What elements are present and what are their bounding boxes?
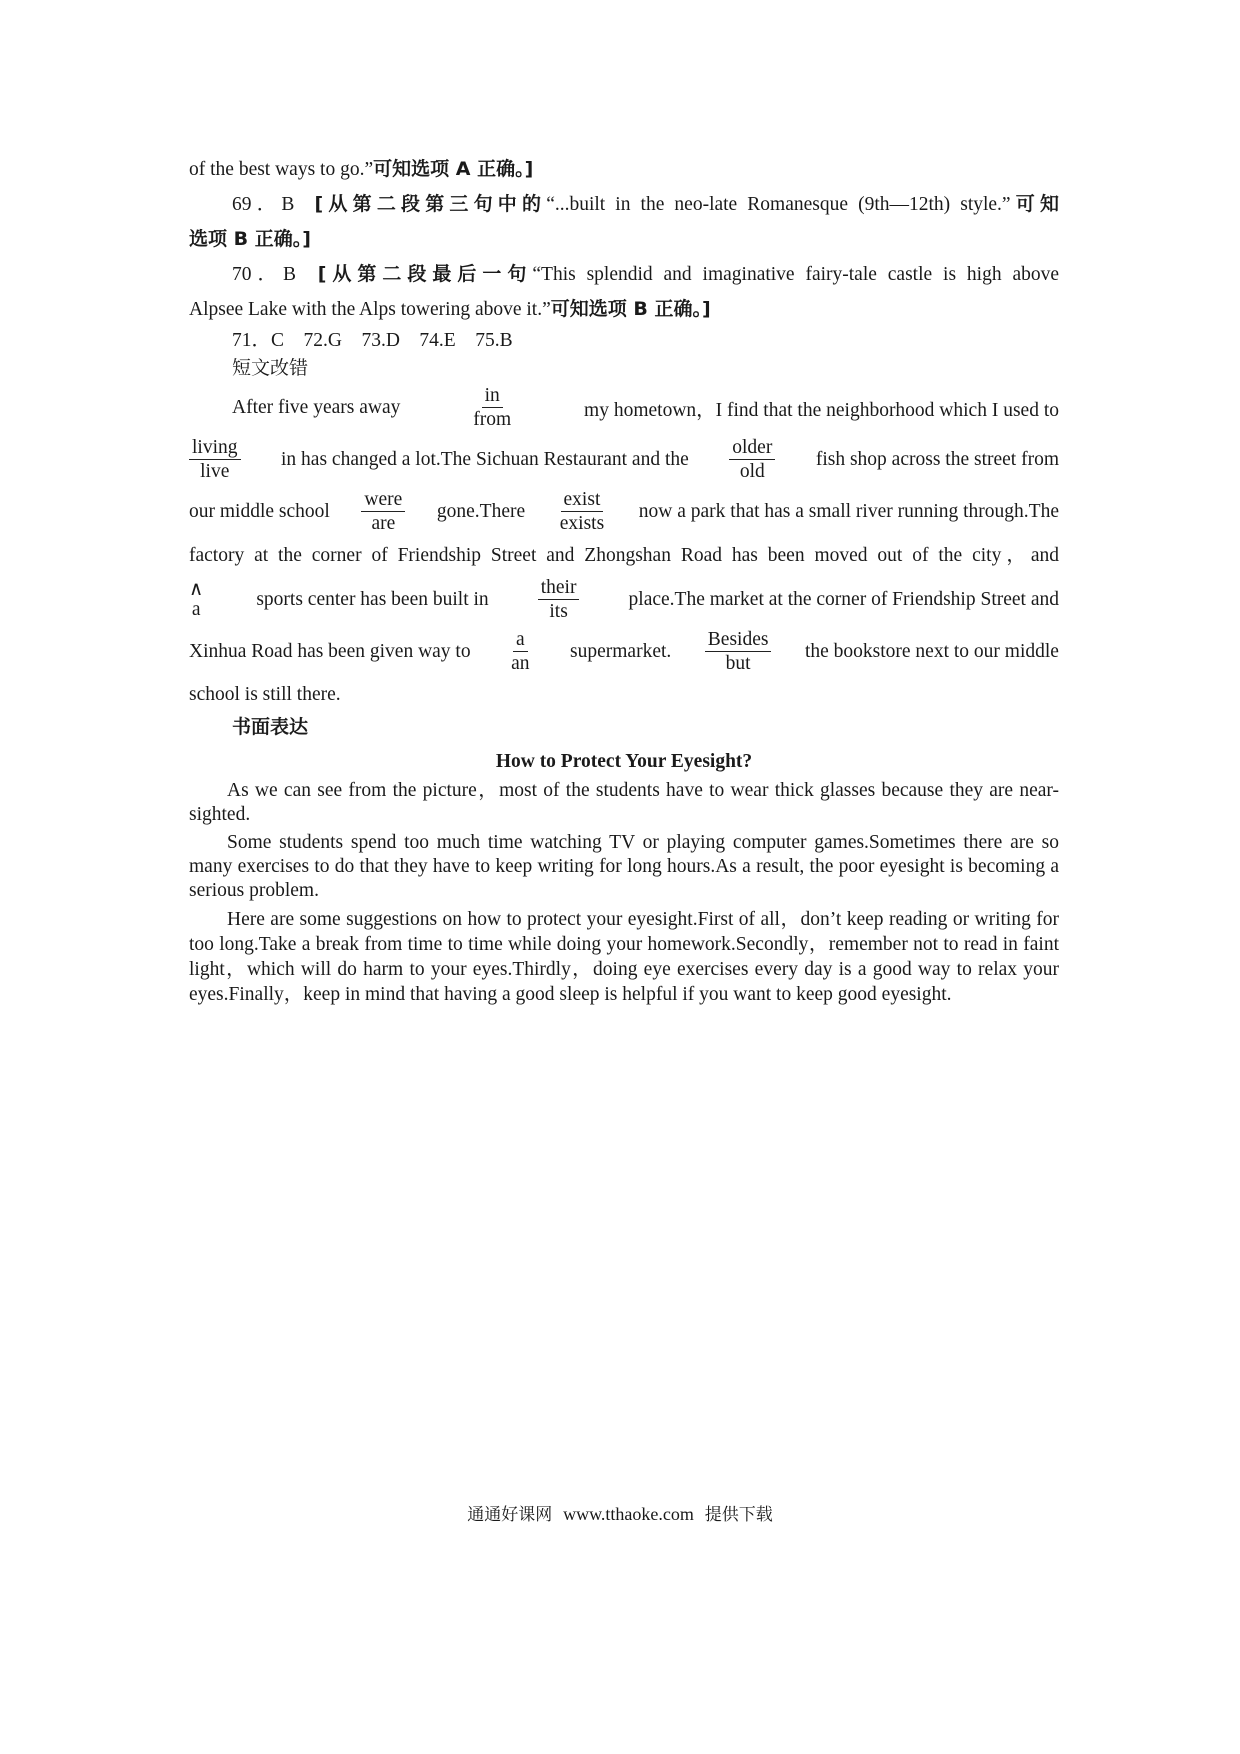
passage-text: fish shop across the street from — [815, 449, 1059, 470]
correction-mark — [729, 438, 775, 482]
answer-70 — [189, 257, 1059, 292]
corrected-word: living — [189, 438, 241, 460]
correction-mark — [705, 630, 772, 674]
section-heading: 短文改错 — [232, 357, 309, 379]
answer-68-end — [189, 152, 1059, 187]
corrected-word: Besides — [705, 630, 772, 652]
answer-69 — [189, 187, 1059, 222]
essay-paragraph: As we can see from the picture，most of the students have to wear thick glasses because they are near-sighted. — [189, 780, 1059, 825]
original-word: old — [739, 461, 765, 482]
answer-note: [从第二段第三句中的 — [314, 193, 547, 215]
correction-line — [189, 486, 1059, 538]
passage-text: factory at the corner of Friendship Street and Zhongshan Road has been moved out of the city，and — [189, 545, 1059, 566]
inserted-word: a — [191, 599, 201, 620]
corrected-word: in — [482, 386, 503, 408]
correction-line — [189, 574, 1059, 626]
answer-number: 70．B — [232, 264, 296, 285]
answer-69-cont — [189, 222, 1059, 257]
passage-text: supermarket. — [570, 641, 672, 662]
correction-mark — [508, 630, 532, 674]
passage-text: Xinhua Road has been given way to — [189, 641, 471, 662]
passage-text: our middle school — [189, 501, 330, 522]
passage-text: gone.There — [436, 501, 526, 522]
original-word: are — [371, 513, 396, 534]
original-word: exists — [559, 513, 605, 534]
corrected-word: a — [513, 630, 528, 652]
correction-line — [189, 538, 1059, 574]
answer-note: 选项 B 正确。] — [189, 228, 311, 250]
correction-mark — [189, 438, 241, 482]
corrected-word: were — [361, 490, 405, 512]
correction-heading — [189, 355, 1059, 382]
correction-mark — [557, 490, 607, 534]
section-heading: 书面表达 — [232, 716, 309, 738]
answer-note: [从第二段最后一句 — [317, 263, 533, 285]
correction-mark — [538, 578, 580, 622]
passage-text: sports center has been built in — [256, 589, 489, 610]
answer-number: 69．B — [232, 194, 295, 215]
correction-mark — [470, 386, 514, 430]
page-footer — [0, 1500, 1240, 1525]
correction-line — [189, 626, 1059, 678]
writing-heading — [189, 712, 1059, 743]
answer-note: 可知选项 A 正确。] — [373, 158, 534, 180]
answers-71-75 — [189, 327, 1059, 355]
footer-url: www.tthaoke.com — [563, 1504, 694, 1524]
essay-body — [189, 779, 1059, 1007]
corrected-word: exist — [561, 490, 604, 512]
correction-line — [189, 678, 1059, 712]
original-word: live — [200, 461, 230, 482]
passage-text: place.The market at the corner of Friendship Street and — [628, 589, 1059, 610]
answer-quote: Alpsee Lake with the Alps towering above it.” — [189, 299, 551, 320]
essay-paragraph: Here are some suggestions on how to protect your eyesight.First of all，don’t keep reading or writing for too long.Take a break from time to time while doing your homework.Secondly，remember not to read in faint light，which will do harm to your eyes.Thirdly，doing eye exercises every day is a good way to relax your eyes.Finally，keep in mind that having a good sleep is helpful if you want to keep good eyesight. — [189, 909, 1059, 1005]
insertion-mark — [189, 580, 203, 620]
corrected-word: their — [538, 578, 580, 600]
answer-text: of the best ways to go.” — [189, 159, 374, 180]
passage-text: After five years away — [232, 397, 401, 418]
essay-title: How to Protect Your Eyesight? — [495, 751, 753, 772]
correction-mark — [361, 490, 405, 534]
correction-line — [189, 382, 1059, 434]
original-word: but — [725, 653, 751, 674]
caret-symbol: ∧ — [189, 579, 204, 600]
answer-note: 可知选项 B 正确。] — [550, 298, 711, 320]
passage-text: now a park that has a small river running through.The — [638, 501, 1059, 522]
corrected-word: older — [729, 438, 775, 460]
correction-line — [189, 434, 1059, 486]
answer-quote: “This splendid and imaginative fairy-tale castle is high above — [532, 264, 1060, 285]
answer-note: 可知 — [1010, 193, 1059, 215]
answer-content — [189, 152, 1059, 1007]
passage-text: my hometown，I find that the neighborhood which I used to — [584, 400, 1059, 421]
original-word: an — [511, 653, 530, 674]
passage-text: school is still there. — [189, 684, 341, 705]
original-word: from — [473, 409, 512, 430]
answer-text: 71．C 72.G 73.D 74.E 75.B — [232, 330, 513, 351]
original-word: its — [549, 601, 568, 622]
passage-text: in has changed a lot.The Sichuan Restaurant and the — [281, 449, 689, 470]
answer-70-cont — [189, 292, 1059, 327]
essay-paragraph: Some students spend too much time watching TV or playing computer games.Sometimes there are so many exercises to do that they have to keep writing for long hours.As a result, the poor eyesight is becoming a serious problem. — [189, 832, 1059, 901]
answer-quote: “...built in the neo-late Romanesque (9th—12th) style.” — [546, 194, 1011, 215]
footer-note: 提供下载 — [704, 1505, 773, 1525]
passage-text: the bookstore next to our middle — [804, 641, 1059, 662]
footer-site-name: 通通好课网 — [467, 1505, 553, 1525]
